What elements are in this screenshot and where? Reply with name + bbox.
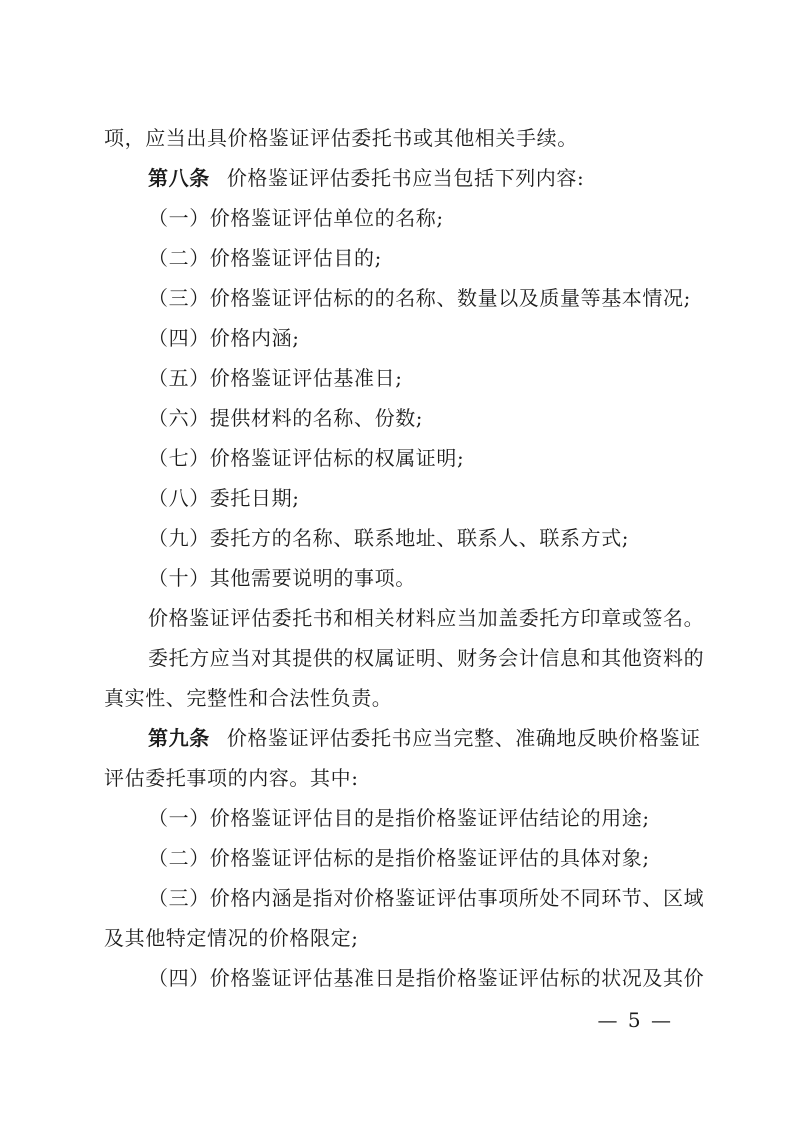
- text-line: [104, 158, 676, 198]
- text-line-content: 项，应当出具价格鉴证评估委托书或其他相关手续。: [104, 126, 578, 150]
- text-line-content: 价格鉴证评估委托书和相关材料应当加盖委托方印章或签名。: [148, 606, 705, 630]
- article-number: 第九条: [148, 726, 210, 750]
- text-line: [104, 838, 676, 878]
- text-line-content: （七）价格鉴证评估标的权属证明;: [148, 446, 465, 470]
- text-line-content: （四）价格内涵;: [148, 326, 300, 350]
- text-line: [104, 358, 676, 398]
- text-line: [104, 518, 676, 558]
- text-line: [104, 238, 676, 278]
- text-line-content: （二）价格鉴证评估目的;: [148, 246, 382, 270]
- text-line: [104, 958, 705, 998]
- text-line-content: 评估委托事项的内容。其中:: [104, 766, 359, 790]
- text-line-content: （一）价格鉴证评估单位的名称;: [148, 206, 444, 230]
- text-line-content: （九）委托方的名称、联系地址、联系人、联系方式;: [148, 526, 630, 550]
- document-body: [104, 118, 705, 998]
- text-line-content: 委托方应当对其提供的权属证明、财务会计信息和其他资料的: [148, 646, 705, 670]
- text-line: [104, 678, 676, 718]
- article-number: 第八条: [148, 166, 210, 190]
- text-line: [104, 718, 701, 758]
- text-line: [104, 478, 676, 518]
- text-line-content: 价格鉴证评估委托书应当包括下列内容:: [226, 166, 585, 190]
- text-line-content: （二）价格鉴证评估标的是指价格鉴证评估的具体对象;: [148, 846, 650, 870]
- text-line: [104, 638, 705, 678]
- text-line-content: （八）委托日期;: [148, 486, 300, 510]
- text-line-content: （六）提供材料的名称、份数;: [148, 406, 424, 430]
- text-line-content: （三）价格鉴证评估标的的名称、数量以及质量等基本情况;: [148, 286, 691, 310]
- text-line-content: 价格鉴证评估委托书应当完整、准确地反映价格鉴证: [226, 726, 701, 750]
- text-line: [104, 198, 676, 238]
- text-line: [104, 918, 676, 958]
- text-line-content: （四）价格鉴证评估基准日是指价格鉴证评估标的状况及其价: [148, 966, 705, 990]
- text-line-content: （十）其他需要说明的事项。: [148, 566, 416, 590]
- text-line: [104, 278, 691, 318]
- text-line-content: 及其他特定情况的价格限定;: [104, 926, 359, 950]
- text-line-content: （五）价格鉴证评估基准日;: [148, 366, 403, 390]
- text-line: [104, 598, 705, 638]
- text-line-content: 真实性、完整性和合法性负责。: [104, 686, 393, 710]
- text-line: [104, 798, 676, 838]
- text-line: [104, 878, 705, 918]
- page-number: — 5 —: [597, 1008, 673, 1032]
- text-line-content: （一）价格鉴证评估目的是指价格鉴证评估结论的用途;: [148, 806, 650, 830]
- page-footer: [598, 1008, 673, 1032]
- text-line-content: （三）价格内涵是指对价格鉴证评估事项所处不同环节、区域: [148, 886, 705, 910]
- text-line: [104, 398, 676, 438]
- text-line: [104, 318, 676, 358]
- text-line: [104, 758, 676, 798]
- text-line: [104, 118, 676, 158]
- text-line: [104, 558, 676, 598]
- text-line: [104, 438, 676, 478]
